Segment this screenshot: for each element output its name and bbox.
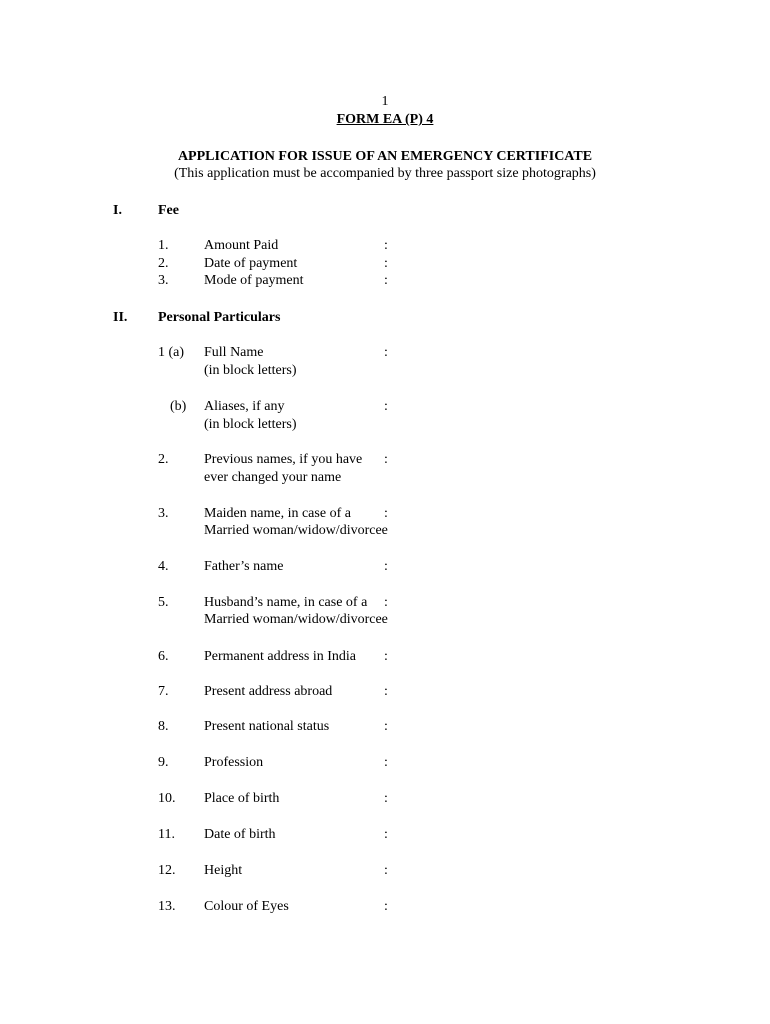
item-label: Amount Paid — [204, 238, 279, 253]
item-number: 3. — [158, 506, 169, 521]
item-number: 2. — [158, 452, 169, 467]
item-number: 8. — [158, 719, 169, 734]
item-colon: : — [384, 899, 388, 914]
item-label: Place of birth — [204, 791, 280, 806]
item-colon: : — [384, 559, 388, 574]
item-number: 12. — [158, 863, 176, 878]
item-number: (b) — [170, 399, 187, 414]
section-title: Personal Particulars — [158, 310, 281, 325]
item-number: 13. — [158, 899, 176, 914]
item-number: 5. — [158, 595, 169, 610]
item-label: Father’s name — [204, 559, 284, 574]
section-numeral: I. — [113, 203, 122, 218]
item-label-note: ever changed your name — [204, 470, 342, 485]
item-colon: : — [384, 595, 388, 610]
item-label: Colour of Eyes — [204, 899, 289, 914]
item-colon: : — [384, 399, 388, 414]
item-label: Mode of payment — [204, 273, 304, 288]
item-label: Profession — [204, 755, 264, 770]
item-number: 3. — [158, 273, 169, 288]
section-numeral: II. — [113, 310, 128, 325]
item-label: Date of birth — [204, 827, 276, 842]
item-number: 11. — [158, 827, 175, 842]
item-colon: : — [384, 827, 388, 842]
item-label: Present national status — [204, 719, 330, 734]
item-label-note: (in block letters) — [204, 417, 297, 432]
item-number: 7. — [158, 684, 169, 699]
item-label: Previous names, if you have — [204, 452, 363, 467]
item-label: Permanent address in India — [204, 649, 357, 664]
item-label-note: Married woman/widow/divorcee — [204, 523, 388, 538]
item-colon: : — [384, 452, 388, 467]
item-colon: : — [384, 863, 388, 878]
item-colon: : — [384, 238, 388, 253]
item-number: 2. — [158, 256, 169, 271]
item-colon: : — [384, 684, 388, 699]
page-number: 1 — [381, 94, 389, 109]
item-number: 10. — [158, 791, 176, 806]
document-title: APPLICATION FOR ISSUE OF AN EMERGENCY CERTIFICATE — [177, 149, 593, 164]
item-label-note: Married woman/widow/divorcee — [204, 612, 388, 627]
item-number: 4. — [158, 559, 169, 574]
item-label: Husband’s name, in case of a — [204, 595, 368, 610]
item-label-note: (in block letters) — [204, 363, 297, 378]
item-label: Maiden name, in case of a — [204, 506, 351, 521]
item-colon: : — [384, 755, 388, 770]
item-label: Full Name — [204, 345, 264, 360]
item-number: 6. — [158, 649, 169, 664]
item-number: 9. — [158, 755, 169, 770]
item-label: Present address abroad — [204, 684, 333, 699]
item-colon: : — [384, 719, 388, 734]
item-number: 1 (a) — [158, 345, 185, 360]
item-label: Date of payment — [204, 256, 298, 271]
item-colon: : — [384, 506, 388, 521]
item-number: 1. — [158, 238, 169, 253]
item-colon: : — [384, 345, 388, 360]
form-code-text: FORM EA (P) 4 — [336, 112, 434, 127]
document-subtitle: (This application must be accompanied by three passport size photographs) — [174, 166, 596, 181]
item-colon: : — [384, 256, 388, 271]
item-colon: : — [384, 273, 388, 288]
item-label: Aliases, if any — [204, 399, 285, 414]
item-colon: : — [384, 649, 388, 664]
item-label: Height — [204, 863, 243, 878]
section-title: Fee — [158, 203, 179, 218]
form-code — [0, 111, 770, 128]
item-colon: : — [384, 791, 388, 806]
